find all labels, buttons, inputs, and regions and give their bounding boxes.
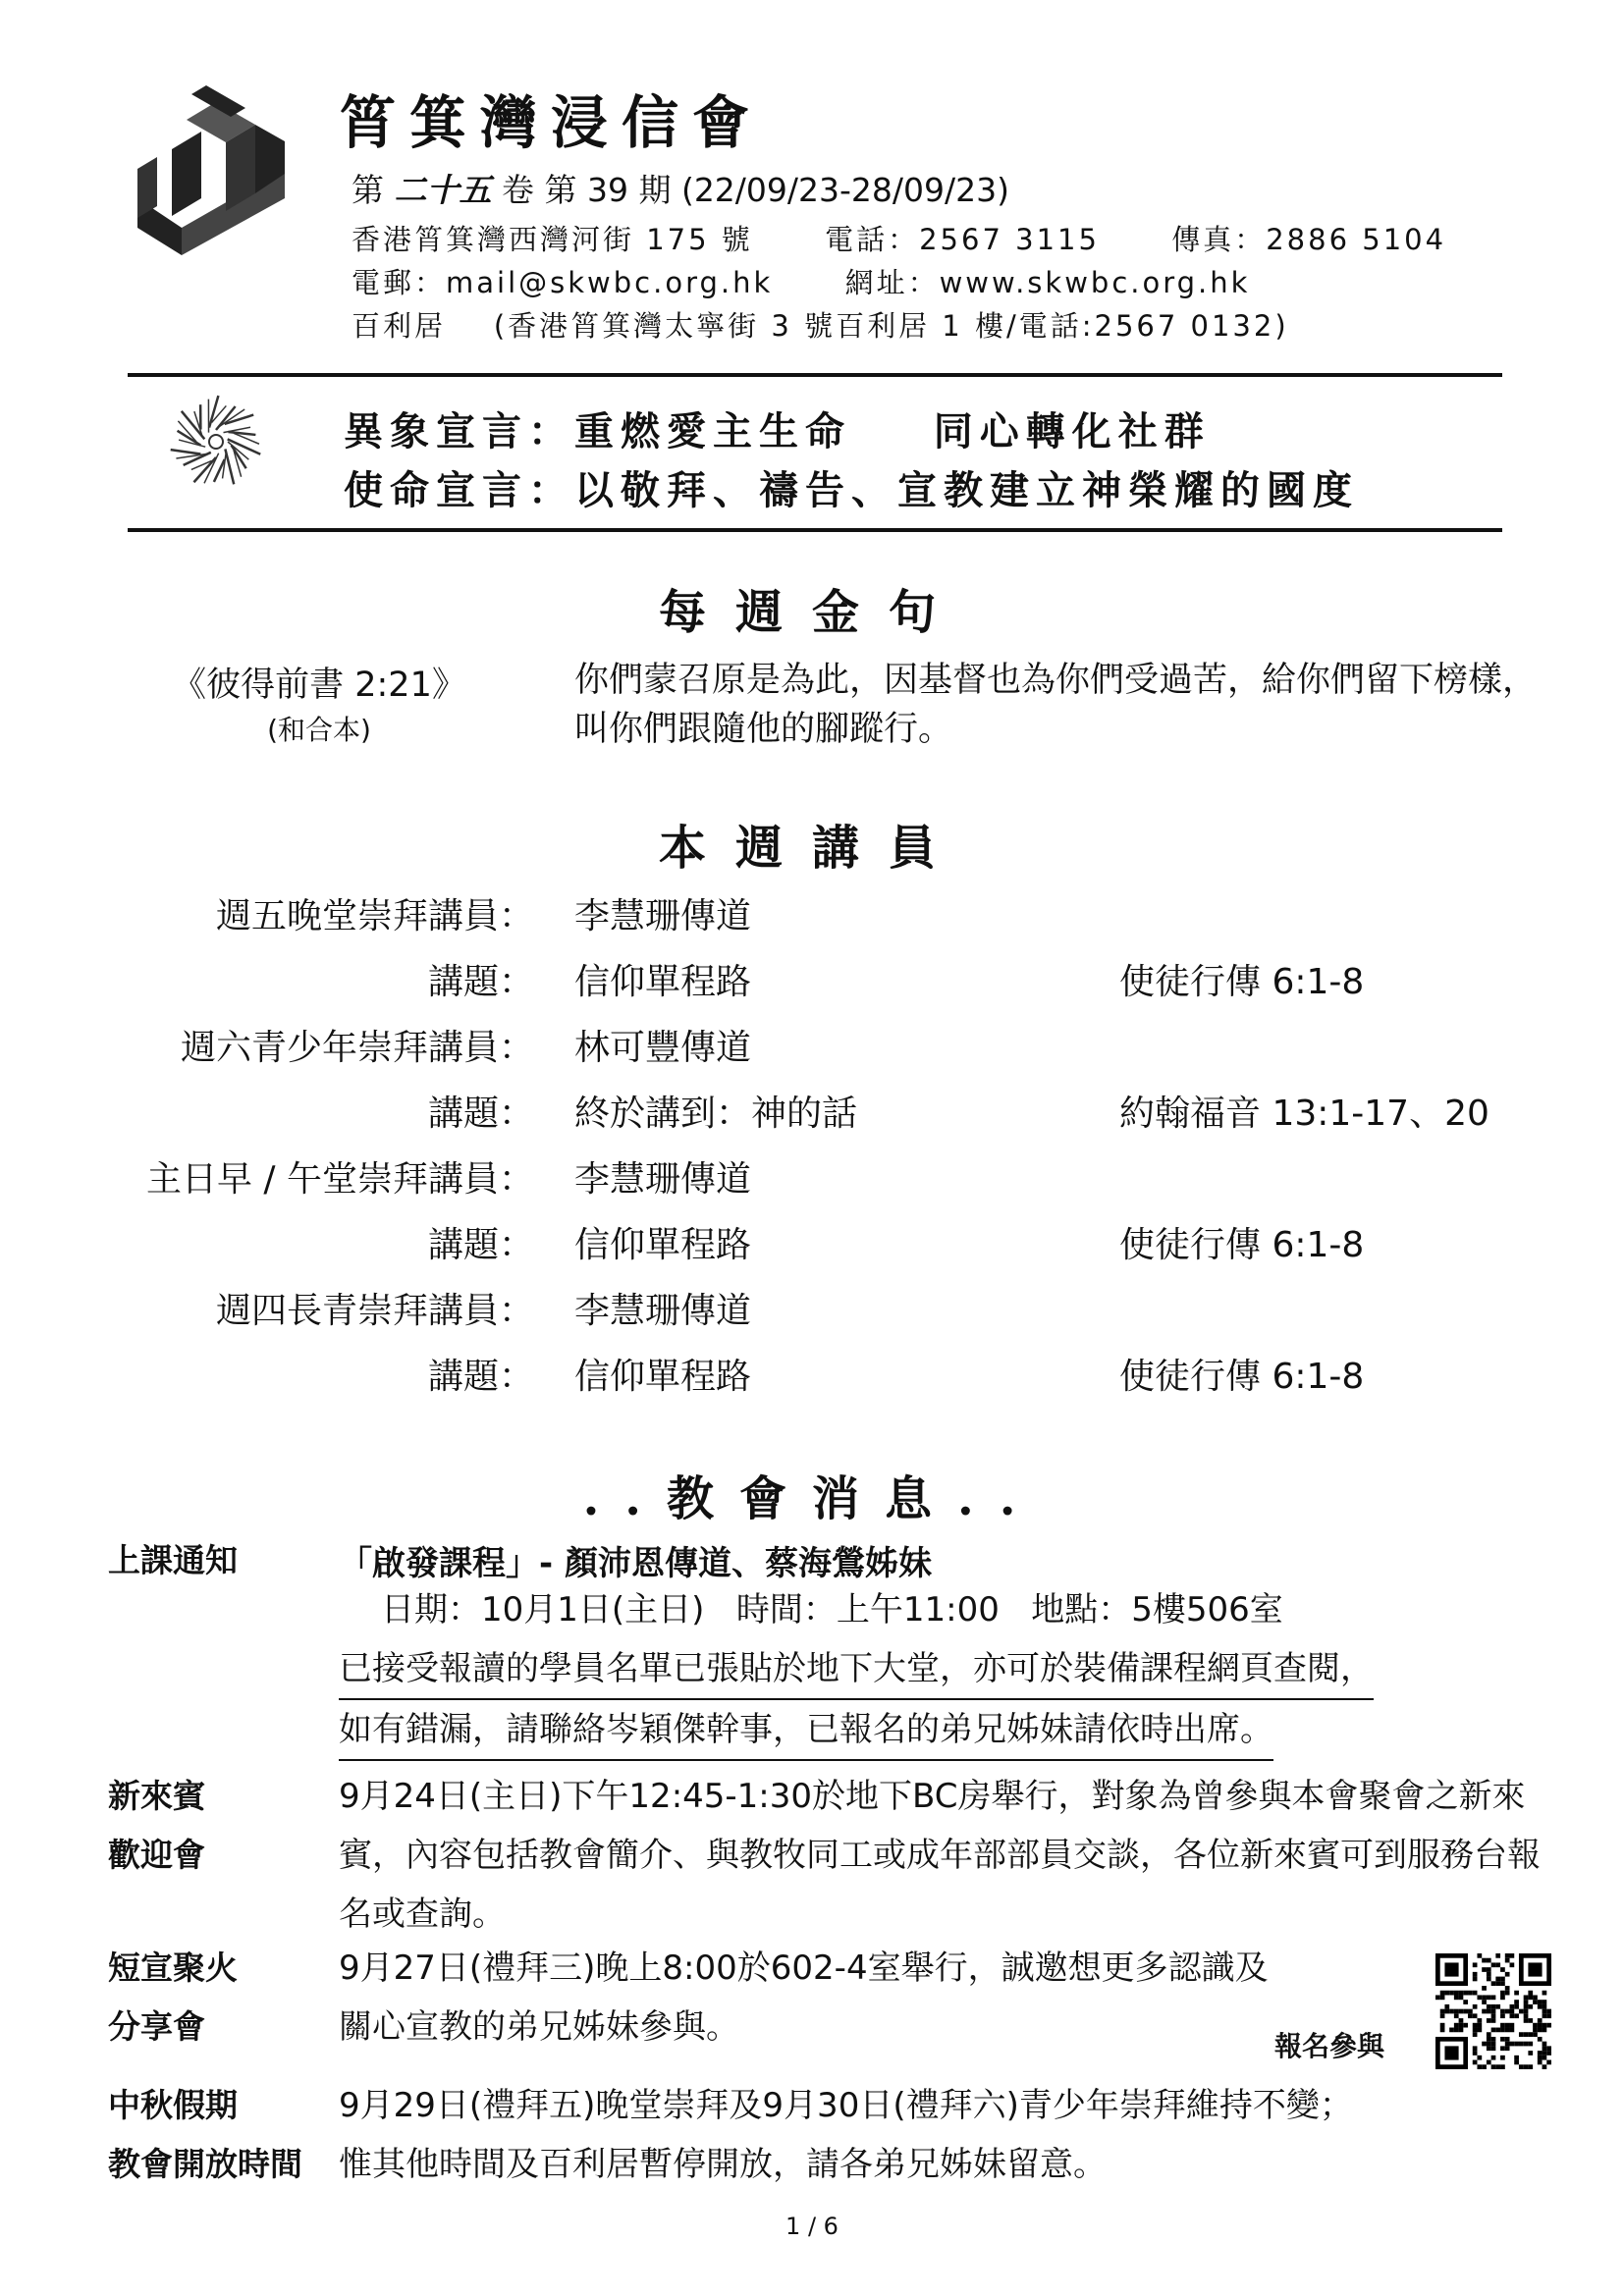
- course-details: 日期：10月1日(主日) 時間：上午11:00 地點：5樓506室: [381, 1590, 1283, 1629]
- speaker-row-scripture: 使徒行傳 6:1-8: [1119, 962, 1365, 1002]
- qr-code[interactable]: [1435, 1953, 1551, 2069]
- course-notice-line-1: 已接受報讀的學員名單已張貼於地下大堂，亦可於裝備課程網頁查閱，: [339, 1639, 1374, 1700]
- speaker-row-label: 週六青少年崇拜講員：: [180, 1028, 534, 1068]
- church-name: 筲箕灣浸信會: [339, 89, 764, 156]
- divider: [128, 528, 1502, 532]
- course-title: 「啟發課程」- 顏沛恩傳道、蔡海鶯姊妹: [339, 1544, 932, 1583]
- mission-share-label-2: 分享會: [108, 2007, 205, 2046]
- qr-label: 報名參與: [1274, 2030, 1385, 2062]
- speaker-row-value: 信仰單程路: [574, 1225, 752, 1265]
- church-logo: [128, 80, 295, 257]
- welcome-label: [108, 1767, 205, 1885]
- welcome-label-1: 新來賓: [108, 1777, 205, 1815]
- speaker-row-value: 李慧珊傳道: [574, 1291, 752, 1331]
- speaker-row-label: 講題：: [427, 1357, 534, 1397]
- speaker-row-value: 信仰單程路: [574, 962, 752, 1002]
- welcome-label-2: 歡迎會: [108, 1836, 205, 1874]
- holiday-line-2: 惟其他時間及百利居暫停開放，請各弟兄姊妹留意。: [339, 2145, 1107, 2184]
- holiday-text: [339, 2076, 1556, 2194]
- course-notice: [339, 1639, 1556, 1761]
- speaker-row-value: 終於講到：神的話: [574, 1094, 858, 1134]
- mission-share-line-2: 關心宣教的弟兄姊妹參與。: [339, 2007, 739, 2047]
- course-label: 上課通知: [108, 1541, 238, 1579]
- speaker-row-scripture: 約翰福音 13:1-17、20: [1119, 1094, 1489, 1134]
- issue-prefix: 第: [352, 171, 395, 209]
- speaker-row-value: 李慧珊傳道: [574, 1159, 752, 1200]
- speaker-row-label: 講題：: [427, 962, 534, 1002]
- contact-line: 電郵：mail@skwbc.org.hk 網址：www.skwbc.org.hk: [352, 266, 1251, 299]
- divider: [128, 373, 1502, 377]
- mission-share-label-1: 短宣聚火: [108, 1949, 238, 1987]
- annex-line: 百利居 (香港筲箕灣太寧街 3 號百利居 1 樓/電話:2567 0132): [352, 309, 1289, 343]
- speaker-row-value: 信仰單程路: [574, 1357, 752, 1397]
- mission-statement: 使命宣言：以敬拜、禱告、宣教建立神榮耀的國度: [344, 467, 1359, 513]
- verse-version: (和合本): [267, 714, 371, 746]
- verse-text: 你們蒙召原是為此，因基督也為你們受過苦，給你們留下榜樣，叫你們跟隨他的腳蹤行。: [574, 661, 1538, 749]
- speaker-row-label: 週四長青崇拜講員：: [215, 1291, 534, 1331]
- mission-share-line-1: 9月27日(禮拜三)晚上8:00於602-4室舉行，誠邀想更多認識及: [339, 1949, 1269, 1988]
- speaker-row-scripture: 使徒行傳 6:1-8: [1119, 1225, 1365, 1265]
- holiday-label-1: 中秋假期: [108, 2086, 238, 2124]
- welcome-text: 9月24日(主日)下午12:45-1:30於地下BC房舉行，對象為曾參與本會聚會之新來賓，內容包括教會簡介、與教牧同工或成年部部員交談，各位新來賓可到服務台報名或查詢。: [339, 1777, 1541, 1934]
- holiday-label: [108, 2076, 302, 2194]
- speaker-row-label: 週五晚堂崇拜講員：: [215, 896, 534, 936]
- mission-share-label: [108, 1939, 238, 2056]
- issue-suffix: 卷 第 39 期 (22/09/23-28/09/23): [491, 171, 1010, 209]
- holiday-label-2: 教會開放時間: [108, 2145, 302, 2183]
- speaker-row-label: 主日早 / 午堂崇拜講員：: [145, 1159, 534, 1200]
- page-number: 1 / 6: [785, 2213, 839, 2240]
- speaker-row-value: 林可豐傳道: [574, 1028, 752, 1068]
- issue-info: [352, 165, 1009, 211]
- sunburst-emblem: [167, 393, 265, 491]
- speakers-title: 本週講員: [658, 821, 965, 876]
- address-line: 香港筲箕灣西灣河街 175 號 電話：2567 3115 傳真：2886 5104: [352, 223, 1447, 256]
- holiday-line-1: 9月29日(禮拜五)晚堂崇拜及9月30日(禮拜六)青少年崇拜維持不變；: [339, 2086, 1353, 2125]
- news-title: ..教會消息..: [582, 1471, 1042, 1526]
- speaker-row-label: 講題：: [427, 1225, 534, 1265]
- speaker-row-label: 講題：: [427, 1094, 534, 1134]
- vision-statement: 異象宣言：重燃愛主生命 同心轉化社群: [344, 408, 1211, 454]
- speaker-row-value: 李慧珊傳道: [574, 896, 752, 936]
- speaker-row-scripture: 使徒行傳 6:1-8: [1119, 1357, 1365, 1397]
- weekly-verse-title: 每週金句: [658, 585, 965, 640]
- verse-reference: 《彼得前書 2:21》: [172, 666, 466, 705]
- course-notice-line-2: 如有錯漏，請聯絡岑穎傑幹事，已報名的弟兄姊妹請依時出席。: [339, 1700, 1273, 1761]
- volume-number: 二十五: [394, 171, 492, 209]
